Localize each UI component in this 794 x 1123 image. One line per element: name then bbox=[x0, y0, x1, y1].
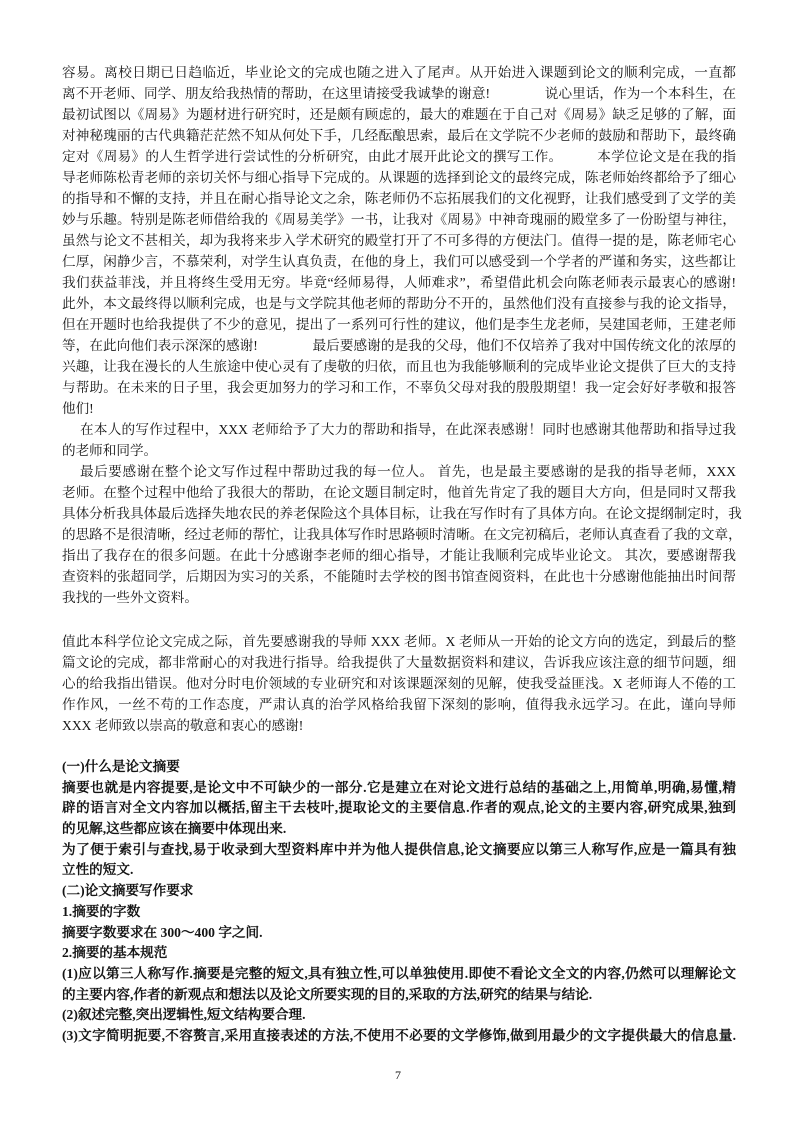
text-line: 妙与乐趣。特别是陈老师借给我的《周易美学》一书，让我对《周易》中神奇瑰丽的殿堂多了一份盼望与神往， bbox=[62, 212, 736, 227]
text-line: 查资料的张超同学，后期因为实习的关系，不能随时去学校的图书馆查阅资料，在此也十分感谢他能抽出时间帮 bbox=[62, 569, 736, 584]
rule-paragraph: (2)叙述完整,突出逻辑性,短文结构要合理. bbox=[62, 1007, 306, 1023]
text-line: 对神秘瑰丽的古代典籍茫茫然不知从何处下手，几经酝酿思索，最后在文学院不少老师的鼓励和帮助下，最终确 bbox=[62, 128, 736, 143]
page-number: 7 bbox=[395, 1068, 401, 1082]
text-line: 他们! bbox=[62, 401, 94, 416]
text-line: 但在开题时也给我提供了不少的意见，提出了一系列可行性的建议，他们是李生龙老师，吴建国老师，王建老师 bbox=[62, 317, 736, 332]
text-line: 导老师陈松青老师的亲切关怀与细心指导下完成的。从课题的选择到论文的最终完成，陈老师始终都给予了细心 bbox=[62, 170, 736, 185]
text-line: 最初试图以《周易》为题材进行研究时，还是颇有顾虑的，最大的难题在于自己对《周易》缺乏足够的了解，面 bbox=[62, 107, 736, 122]
acknowledgement-paragraph bbox=[62, 419, 736, 461]
closing-acknowledgement-section bbox=[62, 631, 736, 736]
text-line: 的主要内容,作者的新观点和想法以及论文所要实现的目的,采取的方法,研究的结果与结论. bbox=[62, 986, 593, 1002]
text-line: XXX 老师致以崇高的敬意和衷心的感谢! bbox=[62, 718, 304, 733]
text-line: 辟的语言对全文内容加以概括,留主干去枝叶,提取论文的主要信息.作者的观点,论文的主要内容,研究成果,独到 bbox=[62, 800, 736, 816]
abstract-guide-section bbox=[62, 757, 736, 1047]
text-line: 与帮助。在未来的日子里，我会更加努力的学习和工作，不辜负父母对我的殷殷期望！我一定会好好孝敬和报答 bbox=[62, 380, 736, 395]
text-line: 容易。离校日期已日趋临近，毕业论文的完成也随之进入了尾声。从开始进入课题到论文的顺利完成，一直都 bbox=[62, 65, 736, 80]
text-line: 的思路不是很清晰，经过老师的帮忙，让我具体写作时思路顿时清晰。在文完初稿后，老师认真查看了我的文章， bbox=[62, 527, 742, 542]
text-line: 最后要感谢在整个论文写作过程中帮助过我的每一位人。 首先，也是最主要感谢的是我的指导老师，XXX bbox=[80, 464, 736, 479]
text-line: 的指导和不懈的支持，并且在耐心指导论文之余，陈老师仍不忘拓展我们的文化视野，让我们感受到了文学的美 bbox=[62, 191, 736, 206]
text-line: 为了便于索引与查找,易于收录到大型资料库中并为他人提供信息,论文摘要应以第三人称写作,应是一篇具有独 bbox=[62, 841, 736, 857]
acknowledgement-paragraph bbox=[62, 62, 736, 419]
text-line: 作作风，一丝不苟的工作态度，严肃认真的治学风格给我留下深刻的影响，值得我永远学习。在此，谨向导师 bbox=[62, 697, 736, 712]
acknowledgement-paragraph bbox=[62, 631, 736, 736]
text-line: 我找的一些外文资料。 bbox=[62, 590, 198, 605]
word-count-requirement: 摘要字数要求在 300～400 字之间. bbox=[62, 924, 263, 940]
definition-paragraph bbox=[62, 778, 736, 840]
text-line: 在本人的写作过程中，XXX 老师给予了大力的帮助和指导，在此深表感谢！同时也感谢其他帮助和指导过我 bbox=[80, 422, 736, 437]
text-line: 的见解,这些都应该在摘要中体现出来. bbox=[62, 821, 287, 837]
rule-paragraph bbox=[62, 964, 736, 1005]
rule-paragraph: (3)文字简明扼要,不容赘言,采用直接表述的方法,不使用不必要的文学修饰,做到用最少的文字提供最大的信息量. bbox=[62, 1027, 736, 1043]
text-line: 摘要也就是内容提要,是论文中不可缺少的一部分.它是建立在对论文进行总结的基础之上,用简单,明确,易懂,精 bbox=[62, 779, 736, 795]
text-line: 值此本科学位论文完成之际，首先要感谢我的导师 XXX 老师。X 老师从一开始的论文方向的选定，到最后的整 bbox=[62, 634, 736, 649]
text-line: 虽然与论文不甚相关，却为我将来步入学术研究的殿堂打开了不可多得的方便法门。值得一提的是，陈老师宅心 bbox=[62, 233, 736, 248]
subsection-heading: 1.摘要的字数 bbox=[62, 903, 141, 919]
purpose-paragraph bbox=[62, 840, 736, 881]
text-line: 心的给我指出错误。他对分时电价领域的专业研究和对该课题深刻的见解，使我受益匪浅。X 老师诲人不倦的工 bbox=[62, 676, 736, 691]
acknowledgements-section bbox=[62, 62, 742, 608]
text-line: 具体分析我具体最后选择失地农民的养老保险这个具体目标，让我在写作时有了具体方向。在论文提纲制定时，我 bbox=[62, 506, 742, 521]
text-line: 此外，本文最终得以顺利完成，也是与文学院其他老师的帮助分不开的，虽然他们没有直接参与我的论文指导， bbox=[62, 296, 736, 311]
subsection-heading: 2.摘要的基本规范 bbox=[62, 945, 168, 961]
text-line: 定对《周易》的人生哲学进行尝试性的分析研究，由此才展开此论文的撰写工作。 本学位论文是在我的指 bbox=[62, 149, 736, 164]
text-line: 兴趣，让我在漫长的人生旅途中使心灵有了虔敬的归依，而且也为我能够顺利的完成毕业论文提供了巨大的支持 bbox=[62, 359, 736, 374]
text-line: 我们获益菲浅，并且将终生受用无穷。毕竟“经师易得，人师难求”，希望借此机会向陈老师表示最衷心的感谢! bbox=[62, 275, 736, 290]
text-line: 仁厚，闲静少言，不慕荣利，对学生认真负责，在他的身上，我们可以感受到一个学者的严谨和务实，这些都让 bbox=[62, 254, 736, 269]
text-line: 等，在此向他们表示深深的感谢! 最后要感谢的是我的父母，他们不仅培养了我对中国传统文化的浓厚的 bbox=[62, 338, 736, 353]
text-line: 离不开老师、同学、朋友给我热情的帮助，在这里请接受我诚挚的谢意! 说心里话，作为一个本科生，在 bbox=[62, 86, 736, 101]
text-line: 指出了我存在的很多问题。在此十分感谢李老师的细心指导，才能让我顺利完成毕业论文。 其次，要感谢帮我 bbox=[62, 548, 736, 563]
section-heading: (一)什么是论文摘要 bbox=[62, 759, 180, 774]
text-line: 篇文论的完成，都非常耐心的对我进行指导。给我提供了大量数据资料和建议，告诉我应该注意的细节问题，细 bbox=[62, 655, 736, 670]
acknowledgement-paragraph bbox=[62, 461, 742, 608]
text-line: 老师。在整个过程中他给了我很大的帮助，在论文题目制定时，他首先肯定了我的题目大方向，但是同时又帮我 bbox=[62, 485, 736, 500]
section-heading: (二)论文摘要写作要求 bbox=[62, 883, 194, 899]
text-line: 的老师和同学。 bbox=[62, 443, 158, 458]
text-line: (1)应以第三人称写作.摘要是完整的短文,具有独立性,可以单独使用.即使不看论文全文的内容,仍然可以理解论文 bbox=[62, 965, 736, 981]
text-line: 立性的短文. bbox=[62, 862, 134, 878]
